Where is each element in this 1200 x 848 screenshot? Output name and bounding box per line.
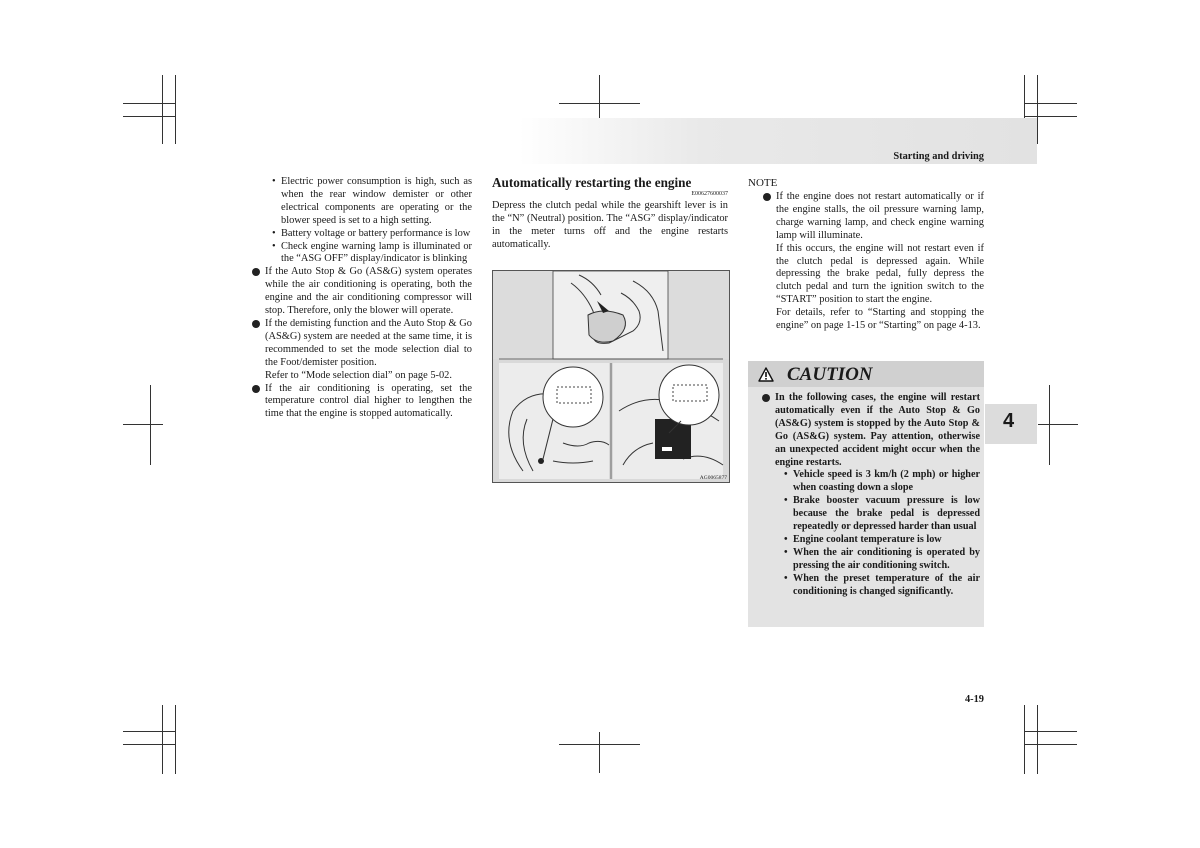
- body-text: Depress the clutch pedal while the gearshift lever is in the “N” (Neutral) position. The “ASG” display/indicator in the meter turns off and the engine restarts automatically.: [492, 200, 728, 250]
- section-title: Starting and driving: [893, 151, 984, 162]
- list-item: • Battery voltage or battery performance is low: [272, 228, 472, 241]
- section-heading: Automatically restarting the engine: [492, 175, 692, 190]
- list-item: • Check engine warning lamp is illuminated or the “ASG OFF” display/indicator is blinking: [272, 241, 472, 267]
- list-item: If the demisting function and the Auto Stop & Go (AS&G) system are needed at the same time, it is recommended to set the mode selection dial to the Foot/demister position.: [252, 318, 472, 370]
- caution-body: [762, 392, 980, 599]
- page-number: 4-19: [964, 694, 984, 705]
- note-paragraph: For details, refer to “Starting and stopping the engine” on page 1-15 or “Starting” on page 4-13.: [776, 307, 984, 332]
- list-item: • Vehicle speed is 3 km/h (2 mph) or higher when coasting down a slope: [784, 469, 980, 495]
- note-block: [763, 191, 984, 333]
- list-item: In the following cases, the engine will restart automatically even if the Auto Stop & Go (AS&G) system is stopped by the Auto Stop & Go (AS&G) system. Pay attention, otherwise an unexpected accident might occur when the engine restarts.: [762, 392, 980, 469]
- list-item: • Engine coolant temperature is low: [784, 534, 980, 547]
- list-item: If the Auto Stop & Go (AS&G) system operates while the air conditioning is operating, both the engine and the air conditioning compressor will stop. Therefore, only the blower will operate.: [252, 266, 472, 318]
- list-item: • Electric power consumption is high, such as when the rear window demister or other electrical components are operating or the blower speed is set to a high setting.: [272, 176, 472, 228]
- left-column: [252, 176, 472, 421]
- reference-code: E00627600037: [691, 191, 728, 197]
- caution-header: [748, 361, 984, 387]
- caution-box: [748, 361, 984, 627]
- cross-reference: Refer to “Mode selection dial” on page 5-02.: [265, 369, 452, 381]
- illustration: [492, 270, 730, 483]
- note-paragraph: If this occurs, the engine will not restart even if the clutch pedal is depressed again. While depressing the brake pedal, fully depress the clutch pedal and turn the ignition switch to the “START” position to start the engine.: [776, 242, 984, 306]
- list-item: • When the air conditioning is operated by pressing the air conditioning switch.: [784, 547, 980, 573]
- figure-code: AG0065877: [699, 475, 727, 481]
- list-item: • Brake booster vacuum pressure is low because the brake pedal is depressed repeatedly or depressed harder than usual: [784, 495, 980, 534]
- caution-title: CAUTION: [787, 364, 873, 385]
- chapter-number: 4: [1003, 410, 1015, 432]
- note-label: NOTE: [748, 177, 778, 189]
- list-item: If the engine does not restart automatically or if the engine stalls, the oil pressure warning lamp, charge warning lamp, and check engine warning lamp will illuminate.: [763, 191, 984, 243]
- list-item: • When the preset temperature of the air conditioning is changed significantly.: [784, 573, 980, 599]
- clutch-pedal-meter-figure: [493, 271, 729, 482]
- list-item: If the air conditioning is operating, set the temperature control dial higher to lengthen the time that the engine is stopped automatically.: [252, 383, 472, 422]
- warning-triangle-icon: [758, 367, 774, 382]
